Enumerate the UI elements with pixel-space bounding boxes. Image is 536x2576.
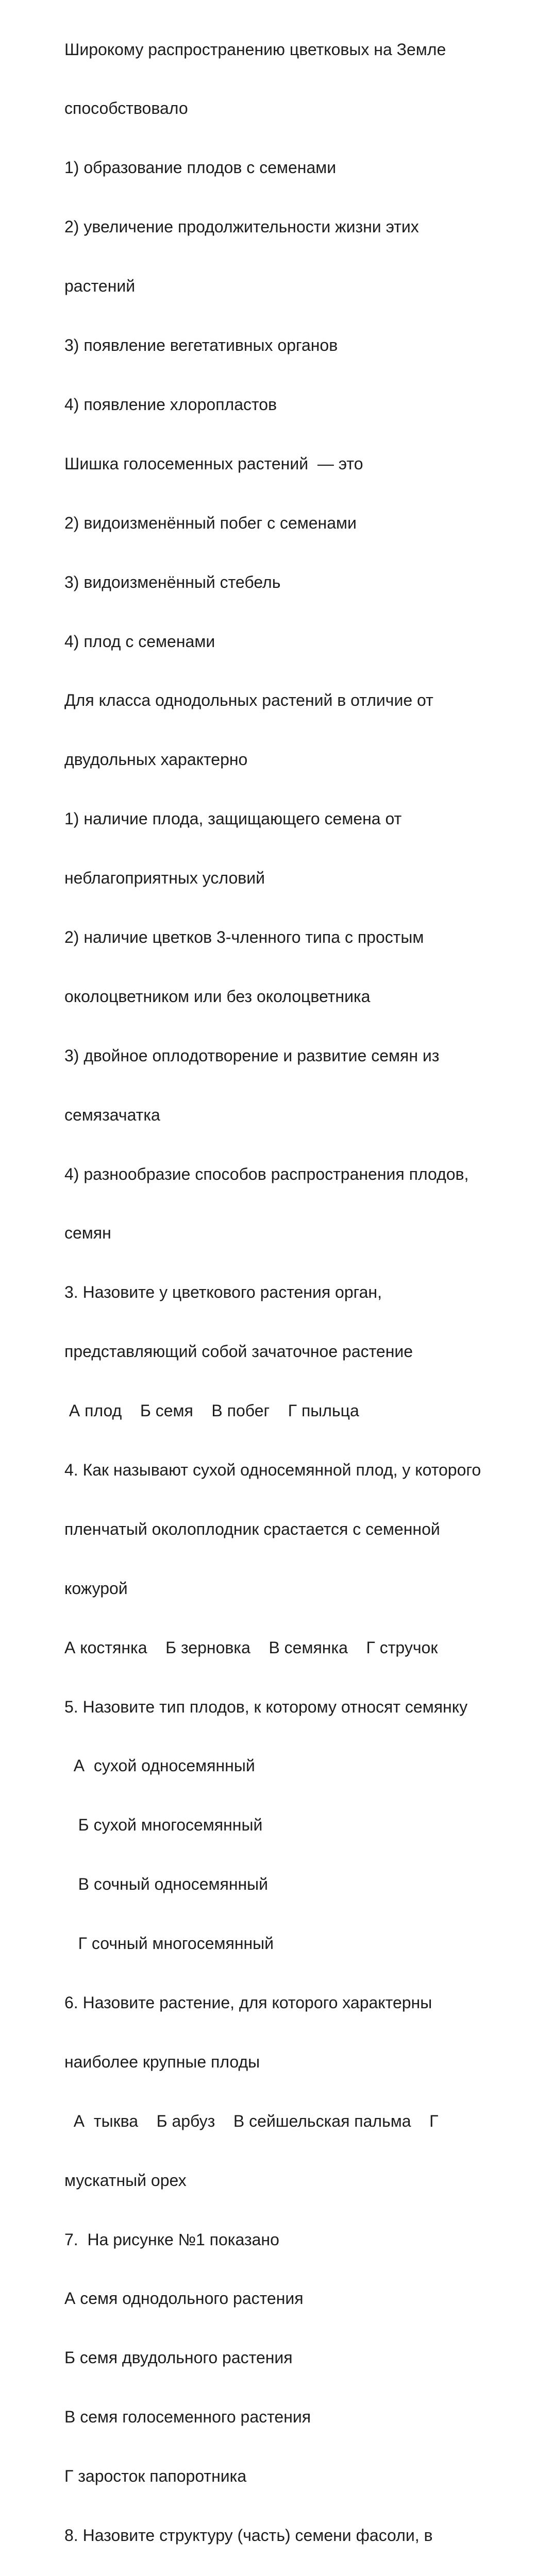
text-line: А костянка Б зерновка В семянка Г стручок [64,1638,438,1657]
text-line: кожурой [64,1579,128,1598]
text-line: Г заросток папоротника [64,2467,247,2486]
text-line: неблагоприятных условий [64,869,265,888]
text-line: Г сочный многосемянный [64,1934,274,1953]
text-line: 4) разнообразие способов распространения плодов, [64,1164,469,1183]
text-line: 7. На рисунке №1 показано [64,2230,279,2249]
text-line: 6. Назовите растение, для которого характерны [64,1993,432,2012]
text-line: 1) образование плодов с семенами [64,158,337,177]
text-line: Для класса однодольных растений в отличие от [64,691,433,710]
text-line: околоцветником или без околоцветника [64,987,371,1006]
document-text [64,0,531,2576]
text-line: В семя голосеменного растения [64,2408,311,2427]
text-line: 4) появление хлоропластов [64,395,277,414]
text-line: Б семя двудольного растения [64,2348,293,2367]
text-line: Б сухой многосемянный [64,1816,263,1835]
text-line: 3. Назовите у цветкового растения орган, [64,1283,382,1302]
text-line: 2) увеличение продолжительности жизни этих [64,217,419,236]
text-line: 8. Назовите структуру (часть) семени фасоли, в [64,2526,433,2545]
text-line: семян [64,1224,111,1243]
text-line: Шишка голосеменных растений — это [64,454,363,473]
text-line: А семя однодольного растения [64,2289,304,2308]
text-line: пленчатый околоплодник срастается с семенной [64,1519,440,1538]
text-line: Широкому распространению цветковых на Земле [64,40,446,59]
text-line: мускатный орех [64,2171,187,2190]
text-line: представляющий собой зачаточное растение [64,1342,413,1361]
text-line: 4) плод с семенами [64,632,215,651]
text-line: А плод Б семя В побег Г пыльца [64,1401,359,1420]
text-line: 4. Как называют сухой односемянной плод, у которого [64,1460,481,1479]
text-line: 1) наличие плода, защищающего семена от [64,809,402,828]
text-line: двудольных характерно [64,750,248,769]
text-line: способствовало [64,99,188,118]
text-line: 3) двойное оплодотворение и развитие семян из [64,1046,440,1065]
text-line: 3) появление вегетативных органов [64,336,338,355]
text-line: В сочный односемянный [64,1875,269,1894]
text-line: растений [64,277,136,296]
text-line: 3) видоизменённый стебель [64,572,281,591]
text-line: 5. Назовите тип плодов, к которому относят семянку [64,1697,468,1716]
text-line: А тыква Б арбуз В сейшельская пальма Г [64,2111,439,2130]
text-line: 2) видоизменённый побег с семенами [64,513,357,532]
text-line: 2) наличие цветков 3-членного типа с простым [64,927,424,946]
text-line: наиболее крупные плоды [64,2052,260,2071]
text-line: семязачатка [64,1105,160,1124]
text-line: А сухой односемянный [64,1756,255,1775]
